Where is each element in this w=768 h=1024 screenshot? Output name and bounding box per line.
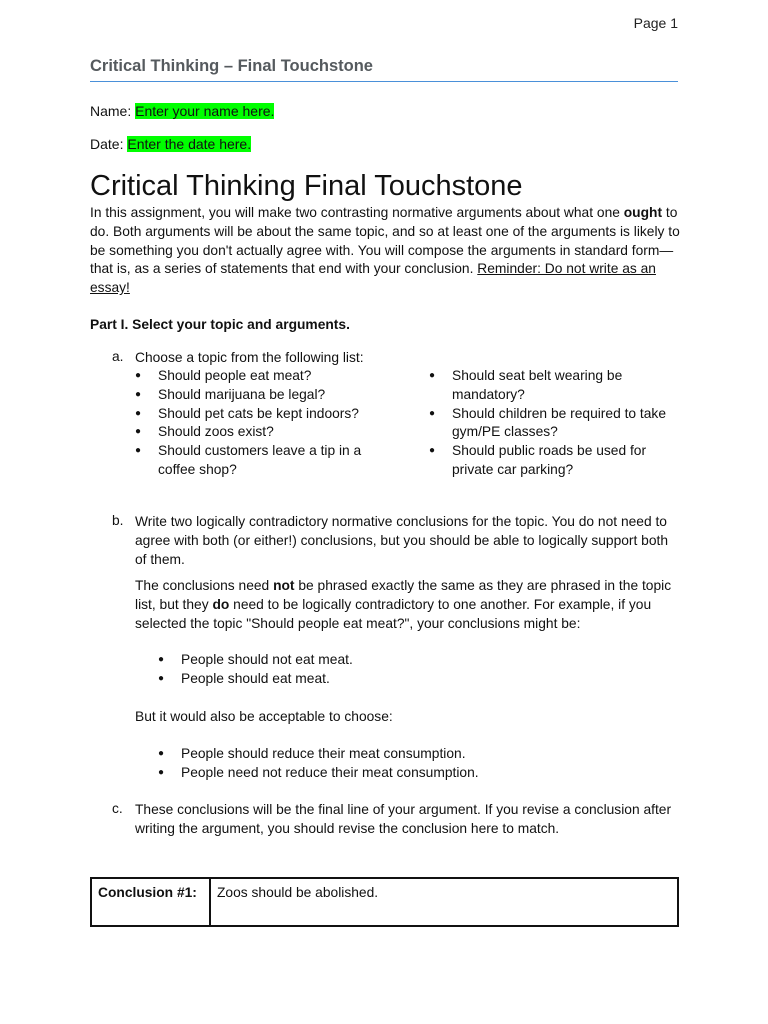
intro-text-2: to do. Both arguments will be about the same topic, and so at least one of the arguments is likely to be something you don't actually agree with. You will compose the arguments in standard form—that is, as a series of statements that end with your conclusion. bbox=[90, 205, 680, 277]
conclusion-1-value[interactable]: Zoos should be abolished. bbox=[210, 878, 678, 926]
header-divider bbox=[90, 81, 678, 82]
list-item: ● People should reduce their meat consumption. bbox=[158, 745, 479, 764]
name-input[interactable]: Enter your name here. bbox=[135, 103, 275, 119]
date-label: Date: bbox=[90, 136, 124, 152]
intro-text-1: In this assignment, you will make two contrasting normative arguments about what one bbox=[90, 205, 624, 220]
document-header-title: Critical Thinking – Final Touchstone bbox=[90, 57, 373, 75]
item-b-marker: b. bbox=[112, 513, 124, 528]
item-c-marker: c. bbox=[112, 801, 123, 816]
conclusion-1-label: Conclusion #1: bbox=[91, 878, 210, 926]
date-input[interactable]: Enter the date here. bbox=[127, 136, 252, 152]
list-item: ● People should not eat meat. bbox=[158, 651, 353, 670]
date-field bbox=[90, 136, 251, 152]
topic-list-right bbox=[429, 367, 679, 480]
example-list-2 bbox=[158, 745, 479, 783]
item-b-do: do bbox=[212, 596, 230, 612]
item-b-text-c: need to be logically contradictory to one another. For example, if you selected the topic "Should people eat meat?", your conclusions might be: bbox=[135, 596, 652, 631]
part-1-heading: Part I. Select your topic and arguments. bbox=[90, 317, 350, 332]
list-item: ● Should zoos exist? bbox=[135, 423, 365, 442]
item-b-text: Write two logically contradictory normative conclusions for the topic. You do not need to agree with both (or either!) conclusions, but you should be able to logically support both of them. bbox=[135, 514, 669, 567]
list-item: ● Should people eat meat? bbox=[135, 367, 365, 386]
item-a-marker: a. bbox=[112, 349, 124, 364]
list-item: ● People need not reduce their meat consumption. bbox=[158, 764, 479, 783]
item-c-text: These conclusions will be the final line of your argument. If you revise a conclusion after writing the argument, you should revise the conclusion here to match. bbox=[135, 802, 672, 836]
item-a-text: Choose a topic from the following list: bbox=[135, 350, 364, 365]
name-field bbox=[90, 103, 274, 119]
list-item: ● Should public roads be used for private car parking? bbox=[429, 442, 679, 480]
name-label: Name: bbox=[90, 103, 132, 119]
intro-paragraph bbox=[90, 204, 682, 298]
list-item: ● Should pet cats be kept indoors? bbox=[135, 405, 365, 424]
item-b-paragraph-2 bbox=[135, 577, 680, 633]
item-b-text-b: be phrased exactly the same as they are phrased in the topic list, but they bbox=[135, 578, 672, 612]
page-number: Page 1 bbox=[633, 15, 678, 31]
document-title: Critical Thinking Final Touchstone bbox=[90, 170, 523, 202]
example-list-1 bbox=[158, 651, 353, 689]
item-b-not: not bbox=[273, 578, 295, 593]
list-item: ● Should marijuana be legal? bbox=[135, 386, 365, 405]
list-item: ● Should customers leave a tip in a coffee shop? bbox=[135, 442, 365, 480]
list-item: ● People should eat meat. bbox=[158, 670, 353, 689]
topic-list-left bbox=[135, 367, 365, 480]
item-b-also: But it would also be acceptable to choose: bbox=[135, 709, 393, 724]
intro-ought: ought bbox=[623, 205, 663, 220]
conclusion-table bbox=[90, 877, 679, 927]
list-item: ● Should children be required to take gym/PE classes? bbox=[429, 405, 679, 443]
intro-reminder: Reminder: Do not write as an essay! bbox=[90, 261, 656, 296]
table-row bbox=[91, 878, 678, 926]
list-item: ● Should seat belt wearing be mandatory? bbox=[429, 367, 679, 405]
item-b-text-a: The conclusions need bbox=[135, 578, 274, 593]
